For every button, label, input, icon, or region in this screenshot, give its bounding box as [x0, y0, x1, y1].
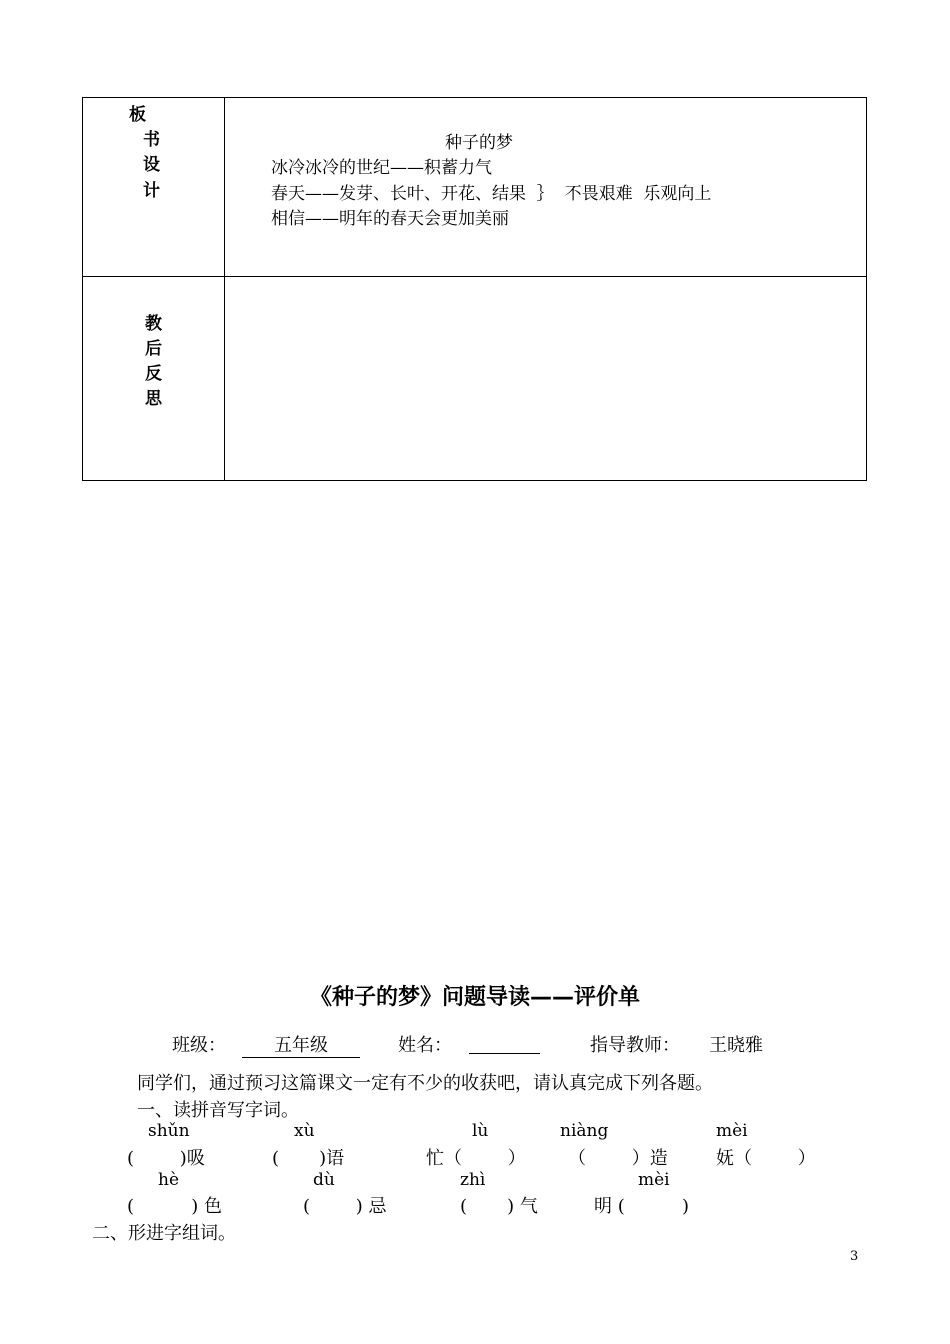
answer-blank[interactable]: 妩（ ） [716, 1148, 816, 1169]
answer-blank[interactable]: ( ) 色 [127, 1196, 222, 1217]
lesson-plan-table [82, 97, 867, 481]
pinyin: mèi [638, 1170, 670, 1190]
pinyin: xù [294, 1121, 315, 1141]
reflection-content-cell [225, 277, 867, 481]
answer-blank[interactable]: 忙（ ） [426, 1148, 526, 1169]
name-blank [469, 1031, 540, 1054]
pinyin: dù [313, 1170, 335, 1190]
section-heading: 一、读拼音写字词。 [137, 1100, 299, 1121]
board-design-label-cell: 板 书 设 计 [83, 98, 225, 277]
board-design-line: 相信——明年的春天会更加美丽 [271, 209, 509, 229]
answer-blank[interactable]: （ ）造 [568, 1148, 668, 1169]
answer-blank[interactable]: ( )语 [272, 1148, 345, 1169]
class-label: 班级： [172, 1035, 226, 1056]
intro-text: 同学们，通过预习这篇课文一定有不少的收获吧，请认真完成下列各题。 [137, 1073, 713, 1094]
pinyin: shǔn [148, 1121, 190, 1141]
pinyin: hè [158, 1170, 180, 1190]
page-number: 3 [850, 1249, 859, 1264]
board-design-title: 种子的梦 [445, 133, 513, 153]
board-design-line: 春天——发芽、长叶、开花、结果 ｝ 不畏艰难 乐观向上 [271, 184, 712, 204]
answer-blank[interactable]: ( ) 忌 [303, 1196, 387, 1217]
board-design-content-cell [225, 98, 867, 277]
class-value: 五年级 [242, 1031, 360, 1058]
pinyin: lù [472, 1121, 489, 1141]
section-heading: 二、形进字组词。 [92, 1223, 236, 1244]
pinyin: niàng [560, 1121, 609, 1141]
teacher-label: 指导教师： [590, 1035, 680, 1056]
teacher-value: 王晓雅 [709, 1035, 763, 1056]
pinyin: mèi [716, 1121, 748, 1141]
answer-blank[interactable]: ( ) 气 [460, 1196, 538, 1217]
reflection-label-cell: 教 后 反 思 [83, 277, 225, 481]
board-design-line: 冰冷冰冷的世纪——积蓄力气 [271, 158, 492, 178]
name-label: 姓名： [398, 1035, 452, 1056]
worksheet-title: 《种子的梦》问题导读——评价单 [309, 985, 640, 1010]
answer-blank[interactable]: 明 ( ) [594, 1196, 689, 1217]
pinyin: zhì [460, 1170, 486, 1190]
answer-blank[interactable]: ( )吸 [127, 1148, 205, 1169]
